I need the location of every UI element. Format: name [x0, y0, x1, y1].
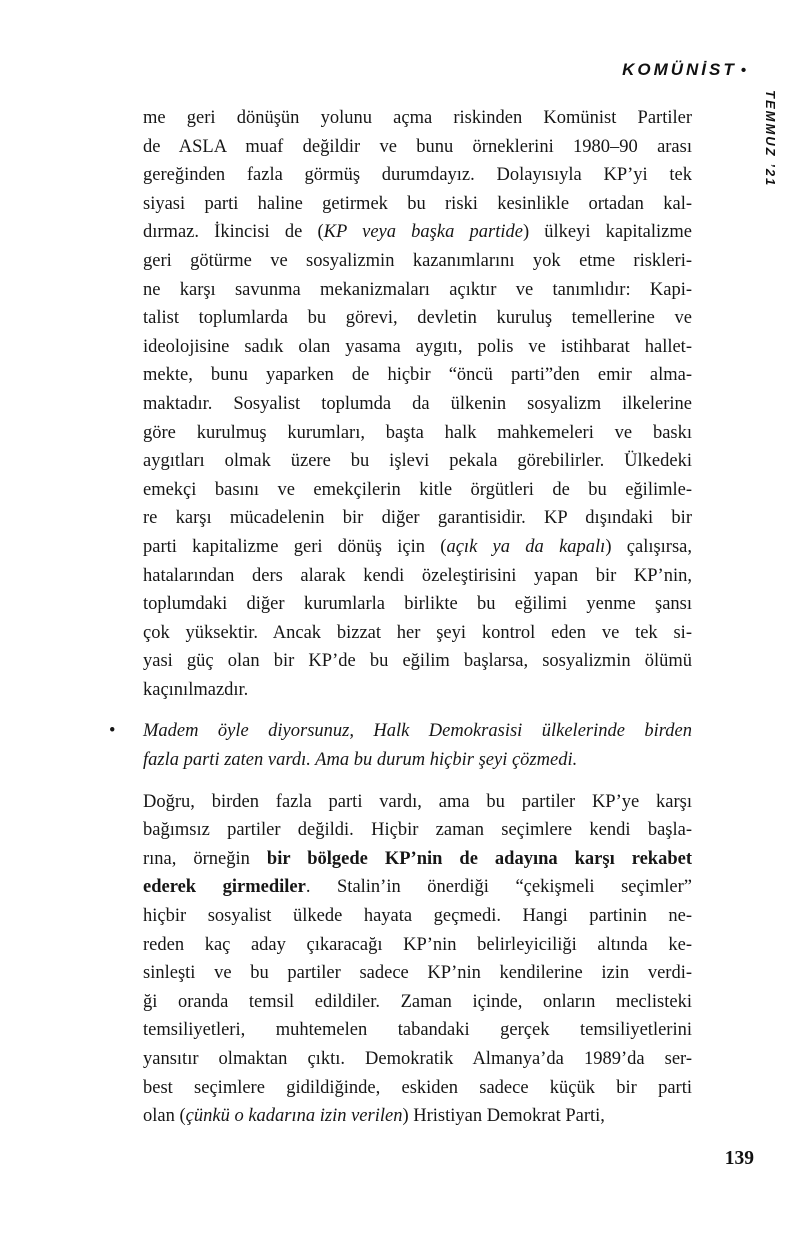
magazine-title-text: KOMÜNİST: [622, 60, 737, 79]
text-line: temsiliyetleri, muhtemelen tabandaki gerçek temsiliyetlerini: [143, 1020, 692, 1041]
text-line: mekte, bunu yaparken de hiçbir “öncü parti”den emir alma-: [143, 365, 692, 386]
text-line: kaçınılmazdır.: [143, 679, 249, 700]
text-line: sinleşti ve bu partiler sadece KP’nin kendilerine izin verdi-: [143, 963, 692, 984]
text-line: aygıtları olmak üzere bu işlevi pekala görebilirler. Ülkedeki: [143, 451, 692, 472]
text-line: maktadır. Sosyalist toplumda da ülkenin sosyalizm ilkelerine: [143, 393, 692, 414]
title-bullet-icon: •: [740, 62, 746, 79]
text-line: siyasi parti haline getirmek bu riski kesinlikle ortadan kal-: [143, 193, 692, 214]
text-line: parti kapitalizme geri dönüş için (açık ya da kapalı) çalışırsa,: [143, 536, 693, 557]
text-block: [109, 104, 693, 1144]
text-line: yansıtır olmaktan çıktı. Demokratik Almanya’da 1989’da ser-: [143, 1049, 692, 1069]
bullet-marker-icon: •: [109, 721, 116, 742]
text-line: hatalarından ders alarak kendi özeleştirisini yapan bir KP’nin,: [143, 565, 692, 586]
bullet-paragraph: [109, 717, 692, 774]
text-line: geri götürme ve sosyalizmin kazanımlarını yok etme riskleri-: [143, 250, 692, 271]
text-line: gereğinden fazla görmüş durumdayız. Dolayısıyla KP’yi tek: [143, 165, 692, 186]
text-line: talist toplumlarda bu görevi, devletin kuruluş temellerine ve: [143, 308, 692, 329]
text-line: bağımsız partiler değildi. Hiçbir zaman seçimlere kendi başla-: [143, 820, 692, 841]
text-line: yasi güç olan bir KP’de bu eğilim başlarsa, sosyalizmin ölümü: [143, 651, 692, 672]
text-line: olan (çünkü o kadarına izin verilen) Hristiyan Demokrat Parti,: [143, 1106, 605, 1127]
text-line: ideolojisine sadık olan yasama aygıtı, polis ve istihbarat hallet-: [143, 336, 692, 357]
text-line: ne karşı savunma mekanizmaları açıktır ve tanımlıdır: Kapi-: [143, 279, 692, 300]
text-line: hiçbir sosyalist ülkede hayata geçmedi. Hangi partinin ne-: [143, 906, 692, 927]
text-line: me geri dönüşün yolunu açma riskinden Komünist Partiler: [143, 108, 692, 128]
text-line: ği oranda temsil edildiler. Zaman içinde, onların meclisteki: [143, 991, 692, 1012]
text-line: fazla parti zaten vardı. Ama bu durum hiçbir şeyi çözmedi.: [143, 750, 578, 771]
text-line: ederek girmediler. Stalin’in önerdiği “çekişmeli seçimler”: [143, 877, 692, 898]
text-line: re karşı mücadelenin bir diğer garantisidir. KP dışındaki bir: [143, 508, 692, 529]
text-line: çok yüksektir. Ancak bizzat her şeyi kontrol eden ve tek si-: [143, 622, 692, 643]
text-line: göre kurulmuş kurumları, başta halk mahkemeleri ve baskı: [143, 422, 692, 443]
paragraph: [143, 104, 692, 704]
magazine-title: [622, 60, 746, 80]
text-line: de ASLA muaf değildir ve bunu örneklerini 1980–90 arası: [143, 136, 692, 157]
page-number: 139: [724, 1148, 754, 1169]
text-line: dırmaz. İkincisi de (KP veya başka partide) ülkeyi kapitalizme: [143, 222, 692, 243]
issue-label: TEMMUZ ’21: [763, 90, 778, 188]
paragraph: [143, 788, 692, 1131]
text-line: best seçimlere gidildiğinde, eskiden sadece küçük bir parti: [143, 1077, 692, 1098]
text-line: Doğru, birden fazla parti vardı, ama bu partiler KP’ye karşı: [143, 791, 692, 812]
text-line: reden kaç aday çıkaracağı KP’nin belirleyiciliği altında ke-: [143, 934, 692, 955]
text-line: toplumdaki diğer kurumlarla birlikte bu eğilimi yenme şansı: [143, 594, 692, 615]
text-line: emekçi basını ve emekçilerin kitle örgütleri de bu eğilimle-: [143, 479, 692, 500]
text-line: Madem öyle diyorsunuz, Halk Demokrasisi ülkelerinde birden: [143, 721, 692, 742]
text-line: rına, örneğin bir bölgede KP’nin de adayına karşı rekabet: [143, 848, 693, 869]
